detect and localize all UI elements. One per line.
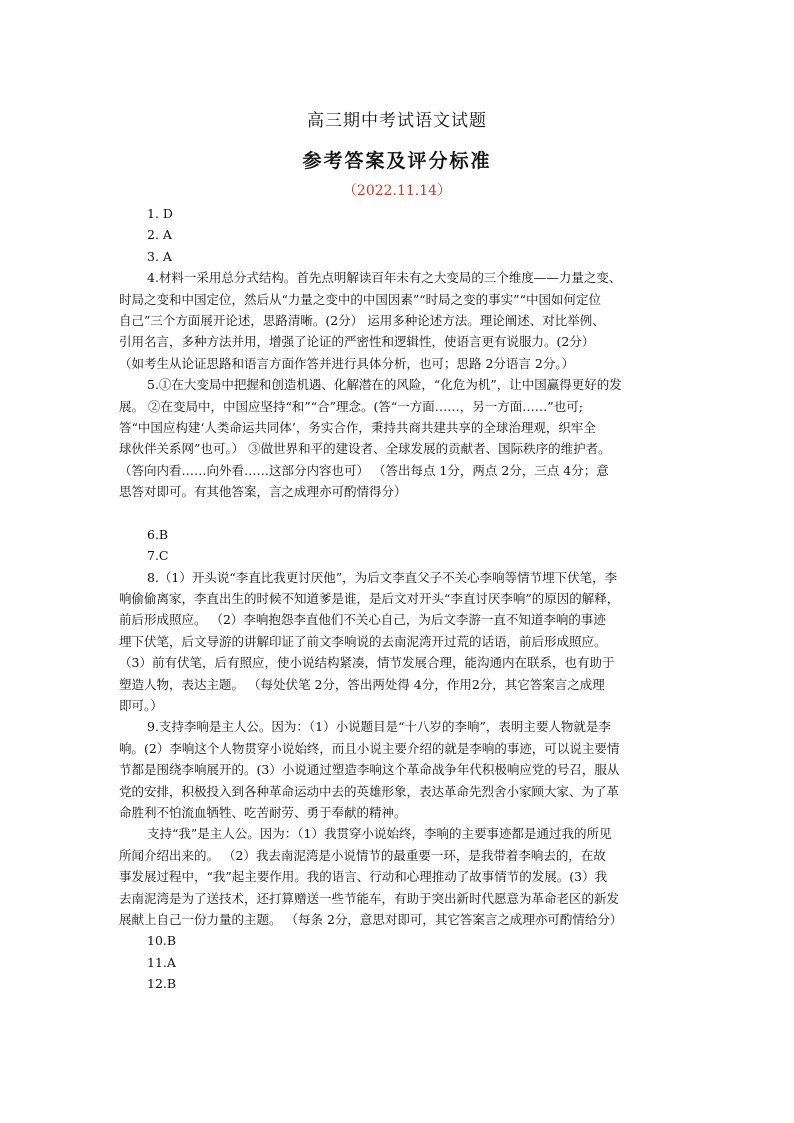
answer-line: 1. D: [147, 206, 173, 221]
answer-line: 2. A: [147, 227, 172, 243]
answer-line: 塑造人物，表达主题。 （每处伏笔 2分，答出两处得 4分，作用2分，其它答案言之成理: [119, 676, 605, 692]
answer-line: （答向内看……向外看……这部分内容也可） （答出每点 1分，两点 2分，三点 4分；意: [119, 462, 609, 478]
answer-line: [119, 502, 685, 523]
answer-line: （3）前有伏笔，后有照应，使小说结构紧凑，情节发展合理，能沟通内在联系，也有助于: [119, 655, 615, 671]
answer-line: 节都是围绕李响展开的。(3）小说通过塑造李响这个革命战争年代积极响应党的号召，服从: [119, 762, 620, 778]
answer-line: 5.①在大变局中把握和创造机遇、化解潜在的风险，“化危为机”，让中国赢得更好的发: [147, 377, 622, 393]
answer-line: 10.B: [147, 933, 177, 949]
answer-body: [119, 203, 685, 994]
answer-line: 时局之变和中国定位，然后从“力量之变中的中国因素”“时局之变的事实”“中国如何定位: [119, 291, 601, 307]
answer-line: 前后形成照应。 （2）李响抱怨李直他们不关心自己，为后文李游一直不知道李响的事迹: [119, 612, 606, 628]
answer-line: 6.B: [147, 526, 169, 542]
answer-line: 支持“我”是主人公。因为：（1）我贯穿小说始终，李响的主要事迹都是通过我的所见: [147, 826, 612, 842]
answer-line: 即可。）: [119, 697, 163, 713]
answer-line: 3. A: [147, 248, 172, 264]
answer-line: （如考生从论证思路和语言方面作答并进行具体分析，也可；思路 2分语言 2分。）: [119, 355, 575, 371]
answer-line: 埋下伏笔，后文导游的讲解印证了前文李响说的去南泥湾开过荒的话语，前后形成照应。: [119, 633, 607, 649]
answer-line: 党的安排，积极投入到各种革命运动中去的英雄形象，表达革命先烈舍小家顾大家、为了革: [119, 783, 620, 799]
answer-line: 事发展过程中，“我”起主要作用。我的语言、行动和心理推动了故事情节的发展。(3）我: [119, 869, 608, 885]
document-title: 参考答案及评分标准: [302, 150, 492, 172]
answer-line: 去南泥湾是为了送技术，还打算赠送一些节能车，有助于突出新时代愿意为革命老区的新发: [119, 890, 620, 906]
answer-line: 答“中国应构建‘人类命运共同体’，务实合作，秉持共商共建共享的全球治理观，织牢全: [119, 419, 596, 435]
answer-line: 球伙伴关系网”也可。） ③做世界和平的建设者、全球发展的贡献者、国际秩序的维护者。: [119, 441, 611, 457]
answer-line: 自己”三个方面展开论述，思路清晰。(2分） 运用多种论述方法。理论阐述、对比举例、: [119, 312, 605, 328]
answer-line: 7.C: [147, 548, 169, 564]
answer-line: 11.A: [147, 954, 176, 970]
answer-line: 4.材料一采用总分式结构。首先点明解读百年未有之大变局的三个维度——力量之变、: [147, 270, 622, 286]
answer-line: 命胜利不怕流血牺牲、吃苦耐劳、勇于奉献的精神。: [119, 804, 407, 820]
answer-line: 12.B: [147, 976, 177, 992]
answer-line: 展。 ②在变局中，中国应坚持“和”“合”理念。(答“一方面……，另一方面……”也可;: [119, 398, 583, 414]
exam-title: 高三期中考试语文试题: [307, 111, 487, 131]
answer-line: 响。(2）李响这个人物贯穿小说始终，而且小说主要介绍的就是李响的事迹，可以说主要情: [119, 740, 620, 756]
answer-line: 引用名言，多种方法并用，增强了论证的严密性和逻辑性，使语言更有说服力。(2分）: [119, 334, 595, 350]
answer-line: 展献上自己一份力量的主题。 （每条 2分，意思对即可，其它答案言之成理亦可酌情给分）: [119, 911, 623, 927]
answer-line: 8.（1）开头说“李直比我更讨厌他”，为后文李直父子不关心李响等情节埋下伏笔，李: [147, 569, 618, 585]
answer-line: 思答对即可。有其他答案，言之成理亦可酌情得分）: [119, 484, 407, 500]
document-date: （2022.11.14）: [342, 183, 452, 199]
answer-line: 9.支持李响是主人公。因为：（1）小说题目是“十八岁的李响”，表明主要人物就是李: [147, 719, 611, 735]
answer-line: 响偷偷离家，李直出生的时候不知道爹是谁，是后文对开头“李直讨厌李响”的原因的解释，: [119, 591, 620, 607]
answer-line: 所闻介绍出来的。 （2）我去南泥湾是小说情节的最重要一环，是我带着李响去的，在故: [119, 847, 606, 863]
